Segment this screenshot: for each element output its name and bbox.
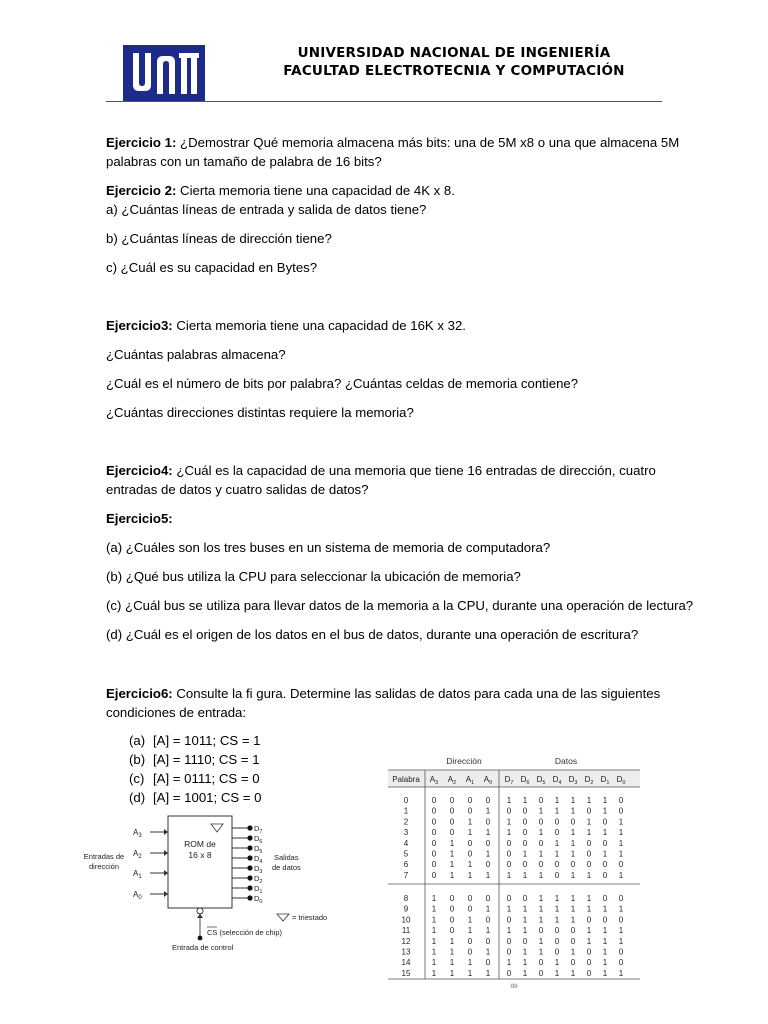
table-cell: 15	[401, 968, 411, 978]
table-cell: 1	[522, 904, 528, 914]
table-cell: 0	[467, 894, 473, 903]
svg-text:D3: $D_3$	[254, 864, 263, 875]
table-cell: 1	[554, 838, 560, 848]
table-cell: 1	[618, 936, 624, 946]
table-cell: 0	[506, 947, 512, 957]
ex2-line1: Ejercicio 2: Cierta memoria tiene una capacidad de 4K x 8.	[106, 183, 455, 198]
ex6-label: Ejercicio6:	[106, 686, 173, 701]
table-cell: 0	[538, 958, 544, 968]
table-cell: 0	[618, 806, 624, 816]
table-cell: 0	[449, 817, 455, 827]
table-cell: 0	[618, 796, 624, 805]
figure-part-label: (b)	[510, 984, 518, 988]
table-cell: 1	[602, 926, 608, 936]
table-cell: 1	[431, 926, 437, 936]
table-cell: 0	[485, 936, 491, 946]
table-cell: 1	[506, 958, 512, 968]
table-cell: 1	[538, 849, 544, 859]
svg-text:D2: $D_2$	[584, 775, 594, 786]
table-cell: 1	[570, 849, 576, 859]
table-cell: 0	[554, 860, 560, 870]
data-group-header: Datos	[554, 756, 578, 766]
table-cell: 0	[467, 806, 473, 816]
table-cell: 1	[554, 915, 560, 925]
table-cell: 0	[554, 947, 560, 957]
table-row	[402, 958, 624, 967]
address-group-header: Dirección	[446, 756, 482, 766]
table-cell: 1	[618, 926, 624, 936]
ex1-line2: palabras con un tamaño de palabra de 16 bits?	[106, 154, 382, 169]
table-cell: 1	[618, 828, 624, 838]
table-cell: 0	[449, 915, 455, 925]
table-row	[404, 871, 624, 880]
table-cell: 1	[554, 904, 560, 914]
table-cell: 1	[554, 796, 560, 805]
table-cell: 8	[403, 894, 409, 903]
table-cell: 0	[538, 838, 544, 848]
addr-a2: $A_2$	[133, 849, 142, 860]
table-cell: 0	[554, 870, 560, 880]
table-cell: 0	[506, 915, 512, 925]
table-cell: 0	[570, 860, 576, 870]
table-cell: 1	[467, 870, 473, 880]
table-cell: 1	[485, 828, 491, 838]
cs-inversion-bubble	[197, 908, 203, 914]
table-row	[402, 937, 624, 946]
table-row	[404, 807, 624, 816]
table-cell: 0	[403, 796, 409, 805]
ex4-line1: Ejercicio4: ¿Cuál es la capacidad de una memoria que tiene 16 entradas de dirección, cuatro	[106, 463, 656, 478]
table-cell: 1	[449, 849, 455, 859]
table-cell: 1	[485, 904, 491, 914]
table-cell: 0	[449, 828, 455, 838]
table-cell: 0	[538, 860, 544, 870]
table-cell: 0	[538, 817, 544, 827]
table-cell: 1	[431, 968, 437, 978]
table-cell: 1	[602, 968, 608, 978]
table-cell: 1	[618, 904, 624, 914]
table-cell: 1	[522, 947, 528, 957]
table-cell: 1	[467, 817, 473, 827]
table-cell: 0	[506, 968, 512, 978]
table-cell: 0	[449, 926, 455, 936]
table-row	[402, 926, 624, 935]
table-cell: 1	[467, 915, 473, 925]
inputs-label-2: dirección	[88, 862, 120, 871]
svg-text:D6: $D_6$	[254, 834, 263, 845]
ex5-question-b: (b) ¿Qué bus utiliza la CPU para seleccionar la ubicación de memoria?	[106, 569, 521, 584]
table-cell: 1	[538, 936, 544, 946]
table-row	[404, 850, 624, 859]
table-cell: 7	[403, 870, 409, 880]
table-cell: 1	[522, 915, 528, 925]
ex2-question-b: b) ¿Cuántas líneas de dirección tiene?	[106, 231, 332, 246]
table-cell: 11	[401, 926, 411, 936]
table-cell: 1	[449, 838, 455, 848]
svg-text:A2: $A_2$	[447, 775, 457, 786]
table-cell: 0	[485, 838, 491, 848]
table-cell: 0	[449, 796, 455, 805]
ex2-question-c: c) ¿Cuál es su capacidad en Bytes?	[106, 260, 318, 275]
svg-text:D7: $D_7$	[254, 824, 263, 835]
table-cell: 1	[431, 915, 437, 925]
svg-text:D5: $D_5$	[536, 775, 546, 786]
table-cell: 1	[449, 936, 455, 946]
outputs-label-2: de datos	[272, 863, 301, 872]
table-cell: 1	[586, 926, 592, 936]
ex3-question-2: ¿Cuál es el número de bits por palabra? ¿Cuántas celdas de memoria contiene?	[106, 376, 579, 391]
table-cell: 0	[602, 838, 608, 848]
table-row	[404, 796, 624, 805]
table-cell: 0	[570, 936, 576, 946]
ex4-line2: entradas de datos y cuatro salidas de datos?	[106, 482, 369, 497]
table-cell: 0	[522, 894, 528, 903]
table-cell: 1	[522, 796, 528, 805]
table-cell: 1	[431, 958, 437, 968]
table-cell: 0	[586, 860, 592, 870]
table-cell: 0	[554, 828, 560, 838]
table-cell: 1	[570, 796, 576, 805]
ex4-label: Ejercicio4:	[106, 463, 173, 478]
table-cell: 1	[538, 904, 544, 914]
rom-label-1: ROM de	[184, 839, 216, 849]
inputs-label-1: Entradas de	[83, 852, 125, 861]
table-cell: 0	[467, 904, 473, 914]
table-cell: 1	[431, 947, 437, 957]
control-input-label: Entrada de control	[172, 943, 234, 952]
table-cell: 0	[506, 838, 512, 848]
table-row	[404, 828, 624, 837]
table-cell: 1	[485, 968, 491, 978]
table-cell: 1	[538, 870, 544, 880]
table-cell: 1	[570, 894, 576, 903]
table-cell: 1	[602, 958, 608, 968]
table-cell: 1	[538, 894, 544, 903]
table-cell: 0	[485, 817, 491, 827]
table-cell: 0	[602, 915, 608, 925]
table-cell: 1	[506, 828, 512, 838]
table-cell: 1	[467, 958, 473, 968]
table-cell: 1	[467, 860, 473, 870]
table-cell: 14	[401, 958, 411, 968]
table-cell: 1	[485, 947, 491, 957]
table-cell: 1	[570, 828, 576, 838]
svg-text:A0: $A_0$	[483, 775, 493, 786]
table-cell: 0	[570, 926, 576, 936]
table-cell: 0	[554, 936, 560, 946]
table-cell: 0	[431, 870, 437, 880]
table-cell: 0	[506, 860, 512, 870]
table-row	[404, 817, 624, 826]
table-cell: 0	[554, 926, 560, 936]
table-cell: 1	[618, 849, 624, 859]
table-cell: 0	[431, 796, 437, 805]
ex3-line1: Ejercicio3: Cierta memoria tiene una capacidad de 16K x 32.	[106, 318, 466, 333]
ex3-question-3: ¿Cuántas direcciones distintas requiere la memoria?	[106, 405, 414, 420]
svg-text:A3: $A_3$	[429, 775, 439, 786]
table-cell: 0	[431, 806, 437, 816]
svg-text:D3: $D_3$	[568, 775, 578, 786]
table-cell: 1	[506, 870, 512, 880]
svg-text:D5: $D_5$	[254, 844, 263, 855]
ex6-option-b: (b) [A] = 1110; CS = 1	[129, 752, 260, 767]
ex3-label: Ejercicio3:	[106, 318, 173, 333]
table-row	[402, 969, 624, 978]
ex2-question-a: a) ¿Cuántas líneas de entrada y salida de datos tiene?	[106, 202, 427, 217]
table-cell: 1	[431, 904, 437, 914]
ex6-option-c: (c) [A] = 0111; CS = 0	[129, 771, 260, 786]
rom-box	[168, 816, 232, 908]
svg-text:D7: $D_7$	[504, 775, 514, 786]
table-cell: 1	[618, 838, 624, 848]
table-cell: 1	[570, 806, 576, 816]
table-row	[404, 860, 624, 869]
table-cell: 1	[570, 947, 576, 957]
table-cell: 0	[586, 968, 592, 978]
ex5-question-c: (c) ¿Cuál bus se utiliza para llevar datos de la memoria a la CPU, durante una operación de lectura?	[106, 598, 694, 613]
table-cell: 1	[586, 936, 592, 946]
table-cell: 0	[431, 849, 437, 859]
word-column-header: Palabra	[392, 775, 420, 784]
rom-block-diagram	[78, 810, 348, 960]
table-cell: 0	[506, 936, 512, 946]
table-cell: 1	[538, 806, 544, 816]
table-cell: 1	[602, 904, 608, 914]
table-cell: 0	[538, 968, 544, 978]
table-cell: 1	[485, 849, 491, 859]
svg-text:D4: $D_4$	[254, 854, 263, 865]
table-cell: 0	[602, 894, 608, 903]
table-cell: 10	[401, 915, 411, 925]
table-cell: 1	[602, 947, 608, 957]
table-cell: 0	[586, 806, 592, 816]
table-cell: 0	[431, 860, 437, 870]
table-cell: 1	[485, 806, 491, 816]
table-cell: 1	[554, 958, 560, 968]
table-cell: 0	[467, 947, 473, 957]
table-cell: 1	[618, 968, 624, 978]
table-cell: 0	[485, 915, 491, 925]
table-cell: 1	[449, 870, 455, 880]
table-cell: 1	[522, 968, 528, 978]
table-cell: 0	[538, 796, 544, 805]
table-row	[404, 905, 624, 914]
table-cell: 1	[467, 926, 473, 936]
rom-contents-table	[388, 752, 640, 988]
table-cell: 1	[522, 958, 528, 968]
table-cell: 12	[401, 936, 411, 946]
tristate-legend: = triestado	[292, 913, 328, 922]
table-cell: 1	[570, 870, 576, 880]
ex1-line1: Ejercicio 1: ¿Demostrar Qué memoria almacena más bits: una de 5M x8 o una que almacena 5M	[106, 135, 680, 150]
table-cell: 1	[586, 828, 592, 838]
table-cell: 5	[403, 849, 409, 859]
ex3-question-1: ¿Cuántas palabras almacena?	[106, 347, 286, 362]
table-cell: 1	[586, 796, 592, 805]
table-cell: 1	[522, 926, 528, 936]
header-divider	[106, 101, 662, 102]
table-cell: 0	[467, 849, 473, 859]
table-cell: 1	[602, 849, 608, 859]
table-cell: 1	[506, 904, 512, 914]
table-cell: 6	[403, 860, 409, 870]
table-cell: 0	[449, 904, 455, 914]
table-cell: 1	[449, 958, 455, 968]
ex6-option-d: (d) [A] = 1001; CS = 0	[129, 790, 262, 805]
table-row	[404, 894, 624, 903]
table-cell: 0	[467, 936, 473, 946]
table-cell: 1	[449, 860, 455, 870]
table-cell: 1	[570, 915, 576, 925]
table-cell: 1	[586, 904, 592, 914]
table-cell: 1	[403, 806, 409, 816]
table-cell: 0	[506, 806, 512, 816]
table-cell: 1	[618, 870, 624, 880]
svg-text:D0: $D_0$	[616, 775, 626, 786]
table-cell: 1	[449, 947, 455, 957]
table-cell: 0	[467, 838, 473, 848]
table-cell: 0	[506, 894, 512, 903]
table-cell: 1	[602, 796, 608, 805]
table-cell: 3	[403, 828, 409, 838]
table-row	[402, 915, 624, 924]
table-cell: 0	[485, 894, 491, 903]
university-logo	[123, 45, 205, 102]
table-cell: 1	[554, 968, 560, 978]
table-cell: 1	[467, 968, 473, 978]
table-cell: 0	[522, 936, 528, 946]
table-row	[404, 839, 624, 848]
svg-text:D1: $D_1$	[254, 884, 263, 895]
table-cell: 0	[449, 894, 455, 903]
table-cell: 1	[554, 849, 560, 859]
table-cell: 1	[554, 894, 560, 903]
table-row	[402, 948, 624, 957]
table-cell: 1	[538, 828, 544, 838]
table-cell: 0	[570, 817, 576, 827]
table-cell: 0	[431, 817, 437, 827]
table-cell: 1	[431, 936, 437, 946]
table-cell: 1	[570, 904, 576, 914]
table-cell: 0	[586, 947, 592, 957]
table-cell: 1	[467, 828, 473, 838]
table-cell: 1	[506, 796, 512, 805]
ex5-question-d: (d) ¿Cuál es el origen de los datos en el bus de datos, durante una operación de escritura?	[106, 627, 639, 642]
ex1-label: Ejercicio 1:	[106, 135, 177, 150]
table-cell: 0	[586, 958, 592, 968]
table-cell: 0	[618, 947, 624, 957]
table-cell: 0	[506, 849, 512, 859]
outputs-label-1: Salidas	[274, 853, 299, 862]
ex6-line2: condiciones de entrada:	[106, 705, 247, 720]
table-cell: 1	[554, 806, 560, 816]
faculty-name: FACULTAD ELECTROTECNIA Y COMPUTACIÓN	[283, 63, 625, 79]
table-cell: 1	[570, 838, 576, 848]
table-cell: 0	[467, 796, 473, 805]
table-cell: 9	[403, 904, 409, 914]
table-cell: 1	[522, 870, 528, 880]
table-cell: 1	[538, 915, 544, 925]
table-cell: 0	[522, 817, 528, 827]
table-cell: 1	[586, 817, 592, 827]
rom-label-2: 16 x 8	[188, 850, 212, 860]
table-cell: 0	[586, 838, 592, 848]
table-cell: 1	[586, 894, 592, 903]
table-cell: 1	[538, 947, 544, 957]
table-cell: 1	[506, 817, 512, 827]
table-cell: 0	[586, 849, 592, 859]
table-cell: 0	[449, 806, 455, 816]
table-cell: 1	[602, 806, 608, 816]
table-cell: 1	[506, 926, 512, 936]
table-cell: 0	[602, 817, 608, 827]
svg-text:D4: $D_4$	[552, 775, 562, 786]
ex5-label: Ejercicio5:	[106, 511, 173, 526]
table-cell: 0	[618, 894, 624, 903]
table-cell: 0	[538, 926, 544, 936]
svg-text:D2: $D_2$	[254, 874, 263, 885]
ex6-line1: Ejercicio6: Consulte la fi gura. Determine las salidas de datos para cada una de las siguientes	[106, 686, 661, 701]
table-cell: 1	[522, 849, 528, 859]
table-cell: 0	[431, 838, 437, 848]
table-cell: 1	[431, 894, 437, 903]
university-name: UNIVERSIDAD NACIONAL DE INGENIERÍA	[297, 45, 611, 61]
table-cell: 2	[403, 817, 409, 827]
table-cell: 1	[485, 926, 491, 936]
svg-text:D6: $D_6$	[520, 775, 530, 786]
table-cell: 0	[431, 828, 437, 838]
ex6-option-a: (a) [A] = 1011; CS = 1	[129, 733, 261, 748]
table-cell: 0	[522, 860, 528, 870]
table-cell: 0	[570, 958, 576, 968]
table-cell: 1	[586, 870, 592, 880]
svg-text:D1: $D_1$	[600, 775, 610, 786]
ex2-label: Ejercicio 2:	[106, 183, 177, 198]
table-cell: 0	[522, 838, 528, 848]
table-cell: 1	[449, 968, 455, 978]
table-cell: 0	[602, 860, 608, 870]
table-cell: 0	[618, 860, 624, 870]
addr-a1: $A_1$	[133, 869, 142, 880]
table-cell: 0	[485, 796, 491, 805]
table-cell: 0	[618, 958, 624, 968]
table-cell: 1	[602, 936, 608, 946]
cs-label: CS (selección de chip)	[207, 928, 283, 937]
table-cell: 0	[554, 817, 560, 827]
svg-text:A1: $A_1$	[465, 775, 475, 786]
addr-a0: $A_0$	[133, 890, 142, 901]
table-cell: 0	[485, 860, 491, 870]
table-cell: 0	[522, 828, 528, 838]
ex5-question-a: (a) ¿Cuáles son los tres buses en un sistema de memoria de computadora?	[106, 540, 551, 555]
table-cell: 0	[586, 915, 592, 925]
table-cell: 4	[403, 838, 409, 848]
svg-text:D0: $D_0$	[254, 894, 263, 905]
addr-a3: $A_3$	[133, 828, 142, 839]
table-cell: 0	[618, 915, 624, 925]
table-cell: 1	[485, 870, 491, 880]
table-cell: 0	[485, 958, 491, 968]
table-cell: 1	[602, 828, 608, 838]
table-cell: 13	[401, 947, 411, 957]
table-cell: 1	[570, 968, 576, 978]
table-cell: 0	[522, 806, 528, 816]
table-cell: 0	[602, 870, 608, 880]
table-cell: 1	[618, 817, 624, 827]
table-body	[402, 796, 624, 978]
